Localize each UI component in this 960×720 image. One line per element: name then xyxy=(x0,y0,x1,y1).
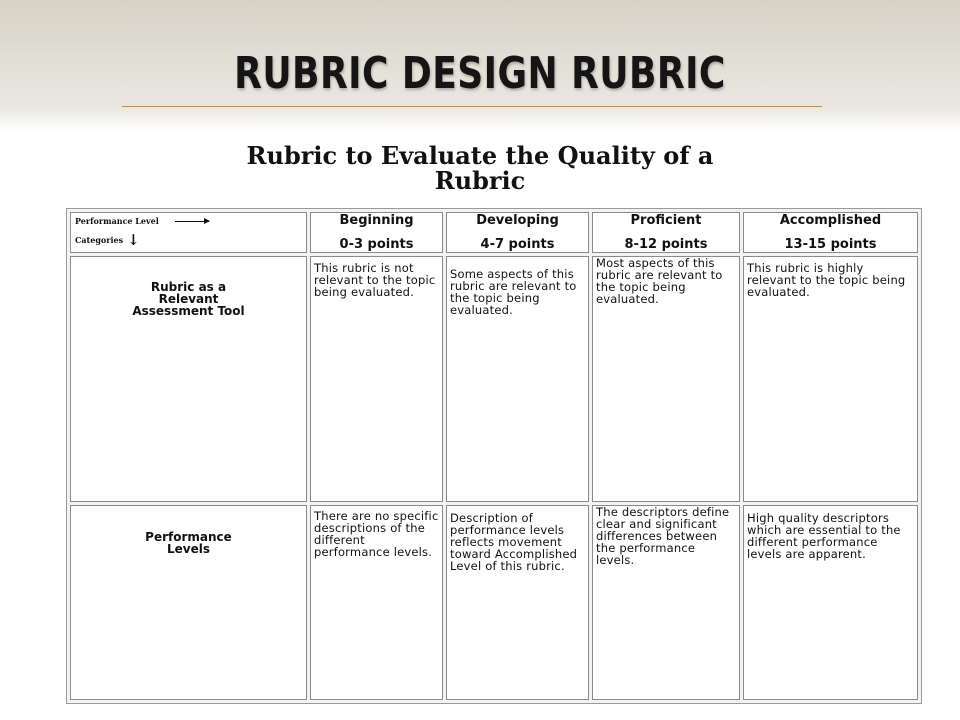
level-points: 8-12 points xyxy=(624,237,708,252)
descriptor-cell: The descriptors define clear and significant differences between the performance levels. xyxy=(592,505,740,700)
table-row-relevance xyxy=(70,256,918,502)
title-underline xyxy=(122,106,822,107)
table-row-performance-levels xyxy=(70,505,918,700)
descriptor-cell: This rubric is not relevant to the topic being evaluated. xyxy=(310,256,443,502)
level-points: 13-15 points xyxy=(784,237,877,252)
slide-title: RUBRIC DESIGN RUBRIC xyxy=(234,48,726,99)
axis-legend-cell xyxy=(70,212,307,253)
arrow-down-icon: ↓ xyxy=(127,231,140,249)
level-header-accomplished xyxy=(743,212,918,253)
level-name: Proficient xyxy=(630,213,702,228)
descriptor-cell: This rubric is highly relevant to the topic being evaluated. xyxy=(743,256,918,502)
level-name: Beginning xyxy=(339,213,414,228)
descriptor-cell: There are no specific descriptions of the different performance levels. xyxy=(310,505,443,700)
level-points: 4-7 points xyxy=(480,237,555,252)
descriptor-cell: High quality descriptors which are essential to the different performance levels are apparent. xyxy=(743,505,918,700)
descriptor-cell: Most aspects of this rubric are relevant to the topic being evaluated. xyxy=(592,256,740,502)
level-points: 0-3 points xyxy=(339,237,414,252)
rubric-table xyxy=(66,208,922,704)
rubric-heading xyxy=(100,143,860,193)
categories-axis-label: Categories xyxy=(75,235,124,245)
rubric-heading-line-1: Rubric to Evaluate the Quality of a xyxy=(246,141,714,170)
level-header-beginning xyxy=(310,212,443,253)
rubric-heading-line-2: Rubric xyxy=(434,166,526,195)
category-performance-levels: Performance Levels xyxy=(70,505,307,700)
arrow-right-icon xyxy=(175,221,209,222)
performance-level-axis-label: Performance Level xyxy=(75,216,159,226)
level-name: Developing xyxy=(476,213,559,228)
level-name: Accomplished xyxy=(779,213,882,228)
level-header-developing xyxy=(446,212,589,253)
table-header-row xyxy=(70,212,918,253)
category-relevant-assessment-tool: Rubric as a Relevant Assessment Tool xyxy=(70,256,307,502)
descriptor-cell: Description of performance levels reflects movement toward Accomplished Level of this rubric. xyxy=(446,505,589,700)
level-header-proficient xyxy=(592,212,740,253)
descriptor-cell: Some aspects of this rubric are relevant to the topic being evaluated. xyxy=(446,256,589,502)
